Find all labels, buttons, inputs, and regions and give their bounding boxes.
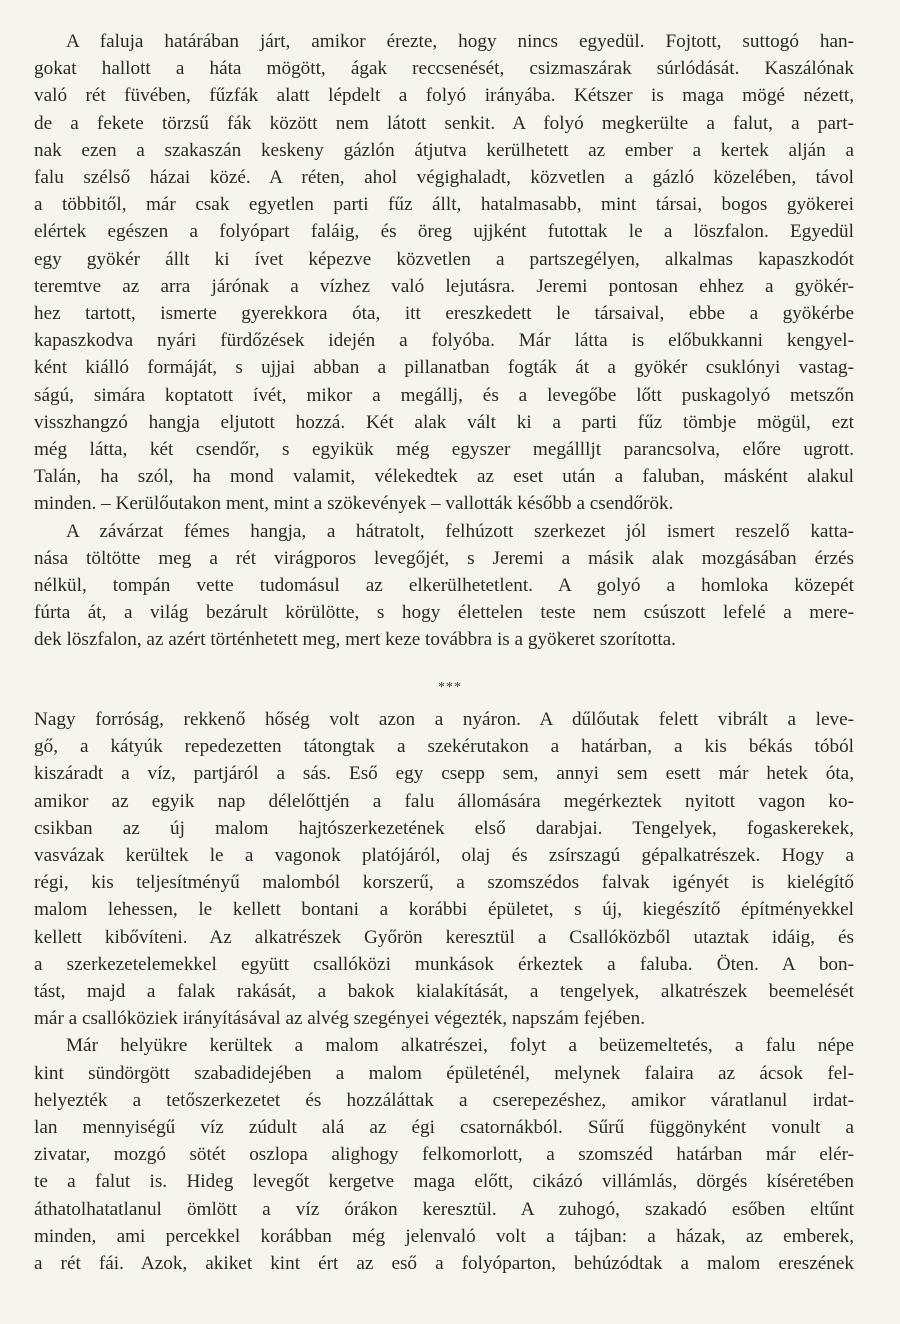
text-line: te a falut is. Hideg levegőt kergetve maga előtt, cikázó villámlás, dörgés kíséretében — [34, 1171, 854, 1193]
story-section-two — [34, 706, 854, 1277]
text-line: de a fekete törzsű fák között nem látott senkit. A folyó megkerülte a falut, a part- — [34, 112, 854, 134]
text-line: Nagy forróság, rekkenő hőség volt azon a nyáron. A dűlőutak felett vibrált a leve- — [34, 709, 854, 730]
text-line: dek löszfalon, az azért történhetett meg, mert keze továbbra is a gyökeret szorította. — [34, 629, 676, 651]
story-section-one — [34, 28, 854, 654]
text-line: a rét fái. Azok, akiket kint ért az eső a folyóparton, behúzódtak a malom ereszének — [34, 1253, 854, 1275]
text-line: ságú, simára koptatott ívét, mikor a megállj, és a levegőbe lőtt puskagolyó metszőn — [34, 384, 854, 406]
text-line: a többitől, már csak egyetlen parti fűz állt, hatalmasabb, mint társai, bogos gyökerei — [34, 194, 854, 216]
text-line: amikor az egyik nap délelőttjén a falu állomására megérkeztek nyitott vagon ko- — [34, 790, 854, 812]
text-line: vasvázak kerültek le a vagonok platójáról, olaj és zsírszagú gépalkatrészek. Hogy a — [34, 845, 854, 867]
text-line: kint sündörgött szabadidejében a malom épületénél, melynek falaira az ácsok fel- — [34, 1062, 854, 1084]
text-line: lan mennyiségű víz zúdult alá az égi csatornákból. Sűrű függönyként vonult a — [34, 1117, 854, 1139]
text-line: A faluja határában járt, amikor érezte, hogy nincs egyedül. Fojtott, suttogó han- — [66, 31, 854, 52]
text-line: malom lehessen, le kellett bontani a korábbi épületet, s új, kiegészítő építményekkel — [34, 899, 854, 921]
paragraph-jeremi-walk — [34, 28, 854, 518]
text-line: áthatolhatatlanul ömlött a víz órákon keresztül. A zuhogó, szakadó esőben eltűnt — [34, 1198, 854, 1220]
text-line: a szerkezetelemekkel együtt csallóközi munkások érkeztek a faluba. Öten. A bon- — [34, 953, 854, 975]
text-line: egy gyökér állt ki ívet képezve közvetlen a partszegélyen, alkalmas kapaszkodót — [34, 248, 854, 270]
text-line: A závárzat fémes hangja, a hátratolt, felhúzott szerkezet jól ismert reszelő katta- — [66, 520, 854, 542]
text-line: kapaszkodva nyári fürdőzések idején a folyóba. Már látta is előbukkanni kengyel- — [34, 330, 854, 352]
text-line: minden, ami percekkel korábban még jelenvaló volt a tájban: a házak, az emberek, — [34, 1225, 854, 1247]
text-line: tást, majd a falak rakását, a bakok kialakítását, a tengelyek, alkatrészek beemelését — [34, 981, 854, 1003]
text-line: helyezték a tetőszerkezetet és hozzáláttak a cserepezéshez, amikor váratlanul irdat- — [34, 1089, 854, 1111]
text-line: gokat hallott a háta mögött, ágak reccsenését, csizmaszárak súrlódását. Kaszálónak — [34, 58, 854, 80]
text-line: zivatar, mozgó sötét oszlopa alighogy felkomorlott, a szomszéd határban már elér- — [34, 1144, 854, 1166]
text-line: hez tartott, ismerte gyerekkora óta, itt ereszkedett le társaival, ebbe a gyökérbe — [34, 303, 854, 325]
text-line: nása töltötte meg a rét virágporos levegőjét, s Jeremi a másik alak mozgásában érzés — [34, 547, 854, 569]
text-line: való rét füvében, fűzfák alatt lépdelt a folyó irányába. Kétszer is maga mögé nézett, — [34, 85, 854, 107]
text-line: nélkül, tompán vette tudomásul az elkerülhetetlent. A golyó a homloka közepét — [34, 575, 854, 597]
text-line: Talán, ha szól, ha mond valamit, vélekedtek az eset után a faluban, másként alakul — [34, 466, 854, 488]
text-line: falu szélső házai közé. A réten, ahol végighaladt, közvetlen a gázló közelében, távol — [34, 167, 854, 189]
text-line: ként kiálló formáját, s ujjai abban a pillanatban fogták át a gyökér csuklónyi vastag- — [34, 357, 854, 379]
text-line: már a csallóköziek irányításával az alvég szegényei végezték, napszám fejében. — [34, 1008, 646, 1030]
text-line: régi, kis teljesítményű malomból korszerű, a szomszédos falvak igényét is kielégítő — [34, 872, 854, 894]
text-line: visszhangzó hangja eljutott hozzá. Két alak vált ki a parti fűz tömbje mögül, ezt — [34, 411, 854, 433]
text-line: fúrta át, a világ bezárult körülötte, s hogy élettelen teste nem csúszott lefelé a mere- — [34, 602, 854, 624]
paragraph-gunshot — [34, 518, 854, 654]
text-line: teremtve az arra járónak a vízhez való lejutásra. Jeremi pontosan ehhez a gyökér- — [34, 275, 854, 297]
text-line: még látta, két csendőr, s egyikük még egyszer megállljt parancsolva, előre ugrott. — [34, 439, 854, 461]
text-line: minden. – Kerülőutakon ment, mint a szökevények – vallották később a csendőrök. — [34, 493, 674, 515]
text-line: nak ezen a szakaszán keskeny gázlón átjutva kerülhetett az ember a kertek alján a — [34, 139, 854, 161]
text-line: Már helyükre kerültek a malom alkatrészei, folyt a beüzemeltetés, a falu népe — [66, 1035, 854, 1057]
paragraph-summer-heat — [34, 706, 854, 1032]
section-separator: *** — [438, 680, 462, 695]
text-line: kellett kibővíteni. Az alkatrészek Győrön keresztül a Csallóközből utaztak idáig, és — [34, 926, 854, 948]
text-line: gő, a kátyúk repedezetten tátongtak a szekérutakon a határban, a kis békás tóból — [34, 736, 854, 758]
paragraph-storm — [34, 1032, 854, 1277]
text-line: elértek egészen a folyópart faláig, és öreg ujjként futottak le a löszfalon. Egyedül — [34, 221, 854, 243]
text-line: csikban az új malom hajtószerkezetének első darabjai. Tengelyek, fogaskerekek, — [34, 817, 854, 839]
text-line: kiszáradt a víz, partjáról a sás. Eső egy csepp sem, annyi sem esett már hetek óta, — [34, 763, 854, 785]
